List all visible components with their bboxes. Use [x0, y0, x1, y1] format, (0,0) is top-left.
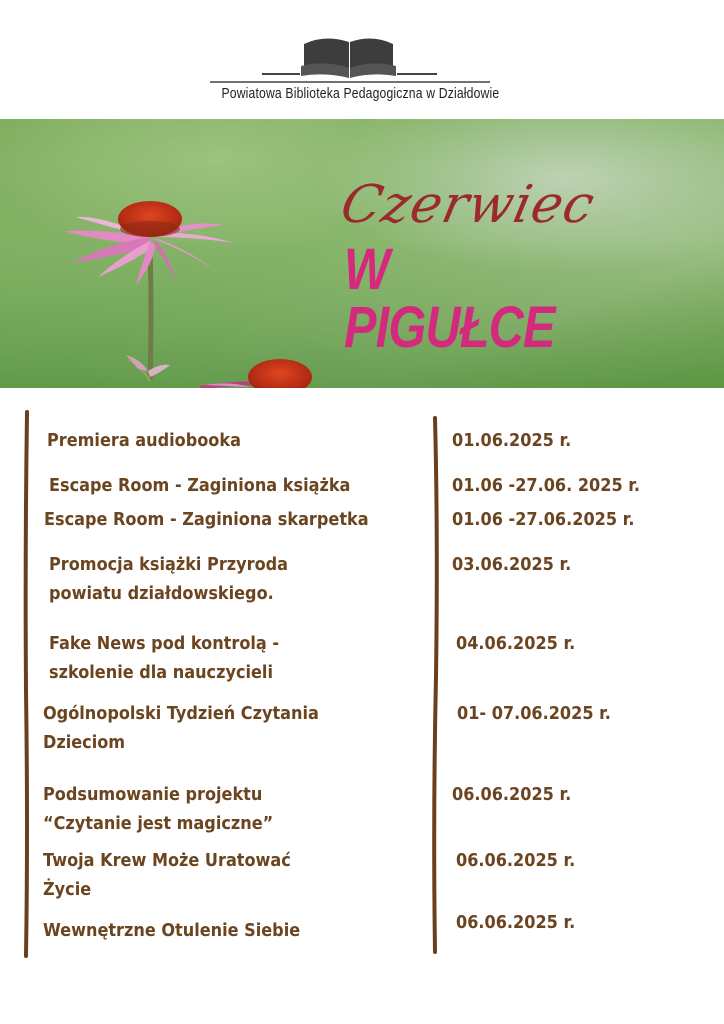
event-date: 01.06 -27.06. 2025 r.	[452, 476, 641, 496]
event-schedule	[0, 400, 724, 960]
event-title: Escape Room - Zaginiona skarpetka	[44, 510, 369, 530]
banner	[0, 119, 724, 388]
event-title: Wewnętrzne Otulenie Siebie	[43, 921, 301, 941]
event-date: 01.06 -27.06.2025 r.	[452, 510, 635, 530]
library-header	[0, 0, 724, 118]
event-title: Premiera audiobooka	[47, 431, 241, 451]
event-title: Fake News pod kontrolą - szkolenie dla nauczycieli	[49, 634, 280, 683]
banner-title-script: Czerwiec	[335, 175, 601, 235]
library-name: Powiatowa Biblioteka Pedagogiczna w Działdowie	[221, 86, 500, 102]
event-date: 01- 07.06.2025 r.	[457, 704, 611, 724]
event-title: Ogólnopolski Tydzień Czytania Dzieciom	[43, 704, 319, 753]
event-date: 06.06.2025 r.	[456, 851, 576, 871]
event-title: Promocja książki Przyroda powiatu działdowskiego.	[49, 555, 289, 604]
event-date: 04.06.2025 r.	[456, 634, 576, 654]
event-date: 03.06.2025 r.	[452, 555, 572, 575]
event-date: 01.06.2025 r.	[452, 431, 572, 451]
event-title: Twoja Krew Może Uratować Życie	[43, 851, 291, 900]
middle-divider-line	[428, 416, 442, 956]
left-divider-line	[20, 410, 34, 960]
event-title: Escape Room - Zaginiona książka	[49, 476, 351, 496]
event-title: Podsumowanie projektu “Czytanie jest magiczne”	[43, 785, 274, 834]
banner-title-main: W PIGUŁCE	[344, 237, 555, 360]
event-date: 06.06.2025 r.	[452, 785, 572, 805]
event-date: 06.06.2025 r.	[456, 913, 576, 933]
